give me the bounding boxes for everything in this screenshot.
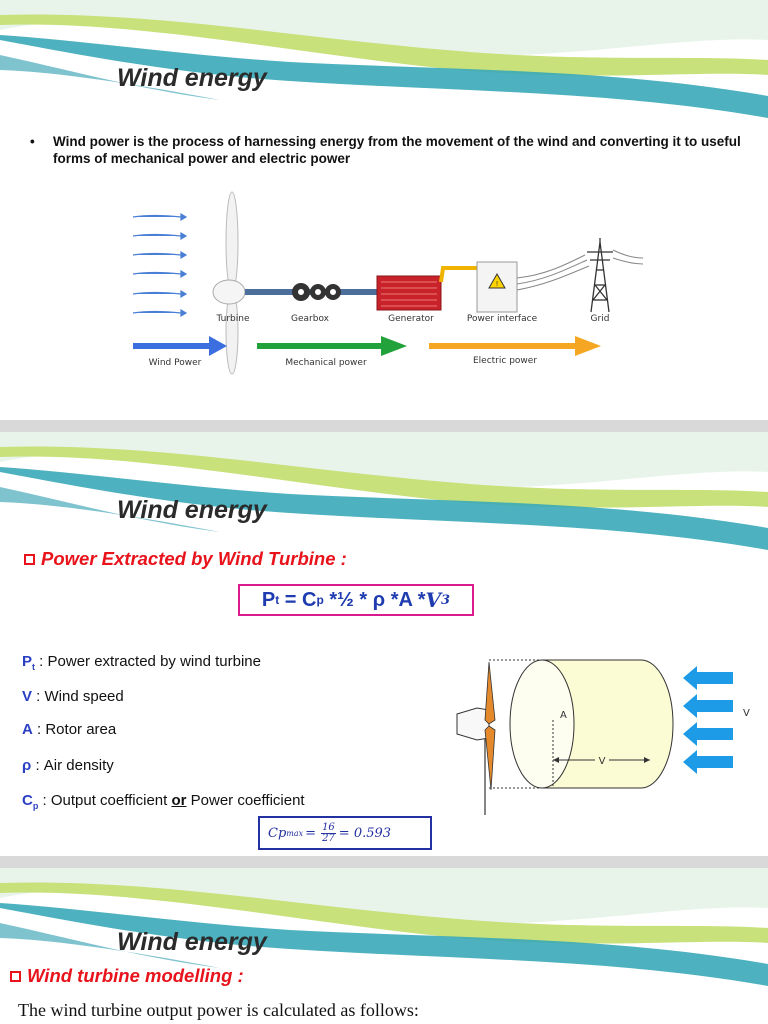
- label-turbine: Turbine: [216, 314, 250, 324]
- formula-v: V: [425, 588, 442, 612]
- variable-pt: [22, 653, 261, 672]
- section-heading: [24, 548, 347, 570]
- var-desc: : Output coefficient: [38, 792, 172, 809]
- label-power-interface: Power interface: [466, 314, 538, 324]
- body-text: The wind turbine output power is calculated as follows:: [18, 1000, 419, 1020]
- variable-rho: [22, 757, 114, 774]
- formula-t-sub: t: [275, 593, 280, 607]
- formula-rest: *½ * ρ *A *: [323, 588, 426, 611]
- slide-title: Wind energy: [117, 496, 267, 524]
- bullet-point: [30, 133, 750, 167]
- checkbox-bullet-icon: [10, 971, 21, 982]
- label-wind-power: Wind Power: [148, 358, 202, 368]
- var-sub: t: [32, 662, 36, 672]
- rotor-swept-cylinder-diagram: [445, 650, 755, 820]
- speed-label: V: [598, 756, 606, 767]
- section-heading-text: Power Extracted by Wind Turbine :: [41, 548, 347, 569]
- section-heading-text: Wind turbine modelling :: [27, 965, 244, 986]
- svg-text:!: !: [495, 280, 499, 288]
- var-desc: : Air density: [31, 757, 114, 774]
- var-symbol: P: [22, 653, 33, 670]
- formula-eq: = C: [279, 588, 317, 611]
- power-formula: [238, 584, 474, 616]
- slide-title: Wind energy: [117, 928, 267, 956]
- bullet-text: Wind power is the process of harnessing energy from the movement of the wind and converting it to useful forms of mechanical power and electric power: [53, 134, 741, 166]
- grid-pylon-icon: [587, 238, 613, 312]
- gearbox-icon: [292, 283, 341, 301]
- variable-a: [22, 721, 116, 738]
- var-or: or: [171, 792, 187, 809]
- bullet-dot: •: [30, 134, 35, 149]
- mechanical-power-arrow: [257, 336, 407, 356]
- slide-title: Wind energy: [117, 64, 267, 92]
- wind-power-chain-diagram: [125, 190, 645, 380]
- wind-arrows-icon: [683, 666, 733, 774]
- var-sub: p: [32, 801, 39, 811]
- section-heading: [10, 965, 244, 987]
- header-wave-decoration: [0, 432, 768, 562]
- label-electric-power: Electric power: [472, 356, 538, 366]
- var-symbol: V: [22, 688, 33, 705]
- var-desc-post: Power coefficient: [186, 792, 305, 809]
- formula-p: P: [261, 588, 276, 611]
- label-mechanical-power: Mechanical power: [285, 358, 367, 368]
- var-desc: : Wind speed: [32, 688, 124, 705]
- wind-flow-lines: [133, 214, 186, 316]
- variable-v: [22, 688, 124, 705]
- cpmax-lhs: Cp: [268, 825, 287, 841]
- cpmax-rhs: = 0.593: [338, 825, 392, 841]
- variable-cp: [22, 792, 305, 811]
- cpmax-fraction: [321, 823, 336, 844]
- cpmax-formula: Cp max = $\frac{16}{27}$ = 0.593: [258, 816, 432, 850]
- var-desc: : Power extracted by wind turbine: [35, 653, 261, 670]
- label-grid: Grid: [590, 314, 610, 324]
- wind-speed-label: V: [743, 708, 750, 719]
- formula-exp: 3: [441, 592, 451, 608]
- var-symbol: C: [22, 792, 33, 809]
- electric-power-arrow: [429, 336, 601, 356]
- var-symbol: ρ: [22, 757, 32, 774]
- area-label: A: [560, 710, 567, 721]
- cpmax-den: 27: [322, 832, 335, 844]
- var-symbol: A: [22, 721, 33, 738]
- label-gearbox: Gearbox: [291, 314, 329, 324]
- generator-icon: [377, 276, 441, 310]
- header-wave-decoration: [0, 0, 768, 130]
- cpmax-num: 16: [322, 821, 335, 833]
- power-interface-icon: [477, 262, 517, 312]
- label-generator: Generator: [388, 314, 434, 324]
- wind-power-arrow: [133, 336, 227, 356]
- cpmax-lhs-sub: max: [286, 828, 304, 838]
- slide-1: [0, 0, 768, 420]
- checkbox-bullet-icon: [24, 554, 35, 565]
- var-desc: : Rotor area: [32, 721, 117, 738]
- formula-p-sub: p: [316, 593, 324, 607]
